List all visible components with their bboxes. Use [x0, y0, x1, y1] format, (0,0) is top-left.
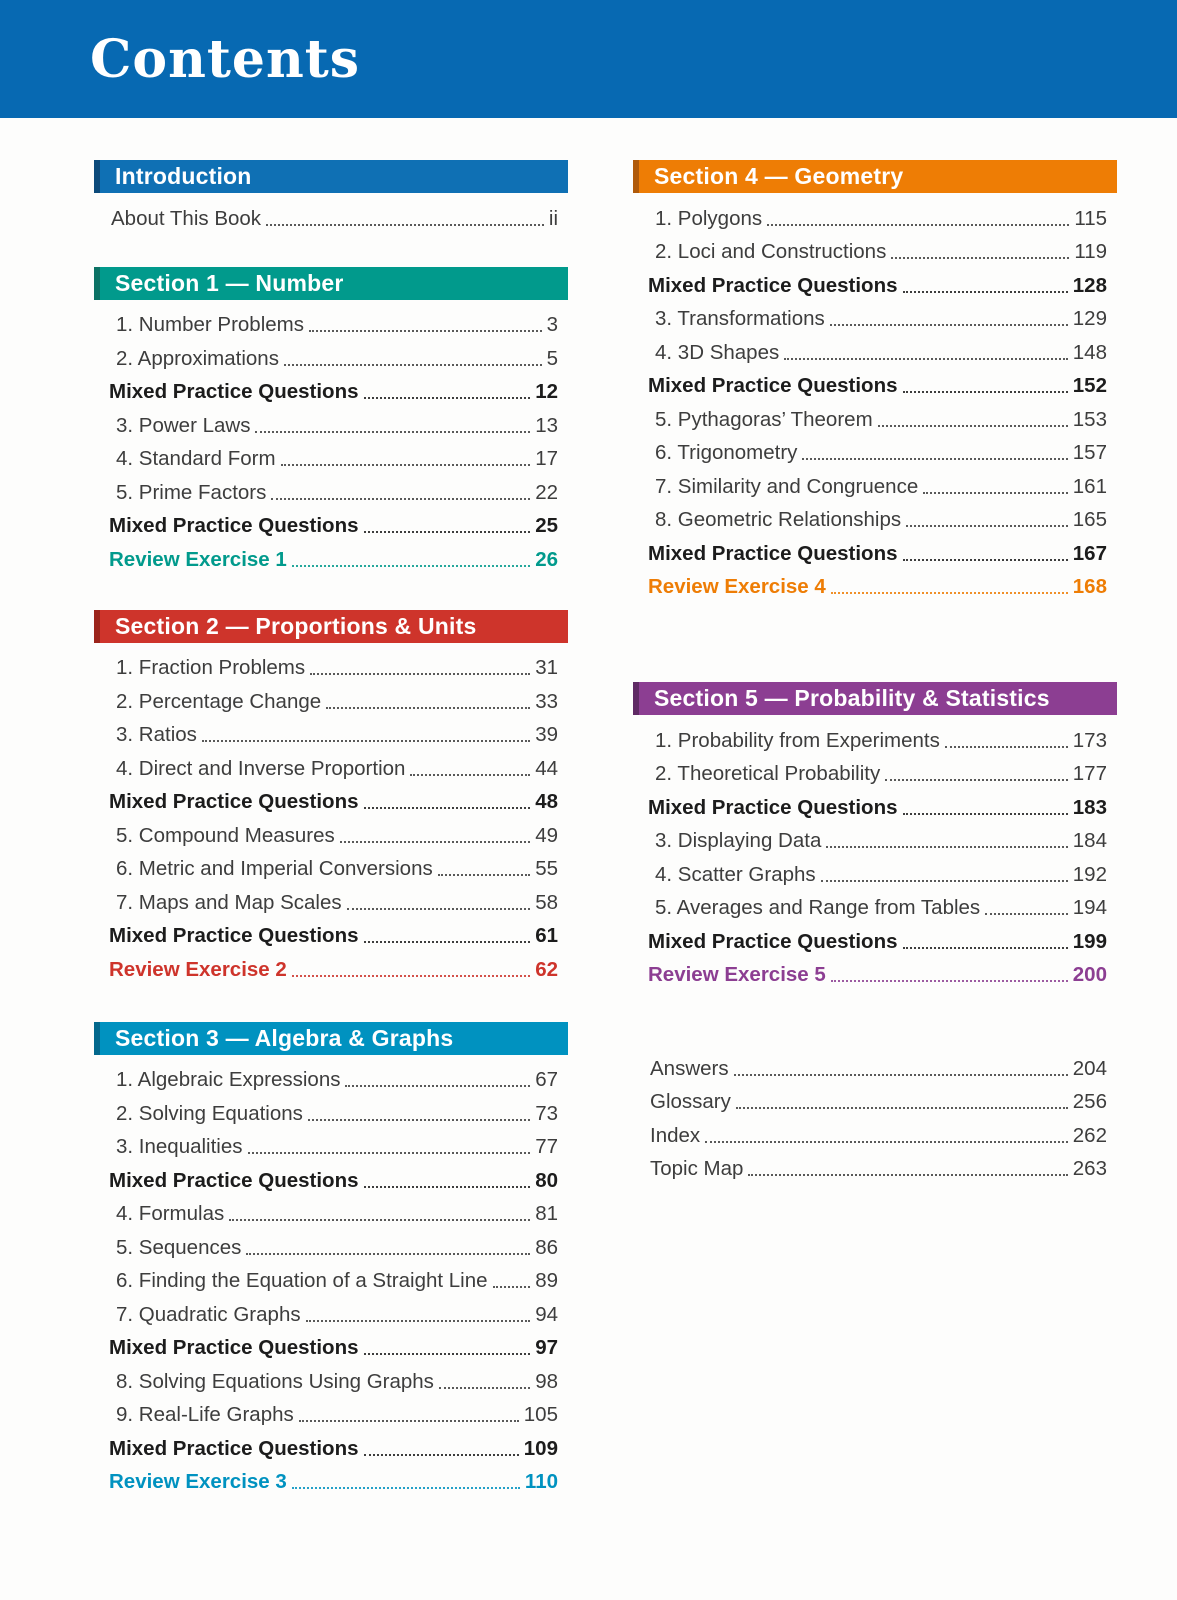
toc-entry-label: 7. Quadratic Graphs	[116, 1302, 301, 1326]
toc-dotted-leader	[281, 464, 531, 466]
toc-row	[94, 1432, 568, 1466]
toc-entry-label: 6. Trigonometry	[655, 441, 798, 465]
toc-page-number: 262	[1072, 1123, 1107, 1147]
toc-section-s2	[94, 610, 568, 987]
section-rows	[94, 309, 568, 577]
toc-page-number: 94	[535, 1302, 558, 1326]
toc-entry-label: 2. Solving Equations	[116, 1101, 303, 1125]
toc-entry-label: 1. Number Problems	[116, 313, 304, 337]
toc-entry-label: Mixed Practice Questions	[109, 514, 359, 538]
toc-entry-label: 7. Maps and Map Scales	[116, 890, 342, 914]
toc-dotted-leader	[878, 425, 1068, 427]
toc-page-number: 110	[524, 1470, 558, 1494]
toc-entry-label: 4. Formulas	[116, 1202, 225, 1226]
toc-entry-label: 3. Ratios	[116, 723, 197, 747]
toc-row	[94, 685, 568, 719]
toc-row	[633, 1086, 1117, 1120]
toc-page-number: 80	[535, 1168, 558, 1192]
toc-dotted-leader	[410, 774, 530, 776]
toc-row	[94, 510, 568, 544]
toc-dotted-leader	[299, 1420, 519, 1422]
toc-page-number: 49	[535, 823, 558, 847]
toc-page-number: 39	[535, 723, 558, 747]
toc-entry-label: Review Exercise 3	[109, 1470, 287, 1494]
toc-entry-label: Mixed Practice Questions	[109, 380, 359, 404]
toc-page-number: 115	[1074, 206, 1107, 230]
toc-page-number: 67	[535, 1068, 558, 1092]
section-header	[94, 1022, 568, 1055]
toc-page-number: 165	[1072, 508, 1107, 532]
toc-dotted-leader	[306, 1320, 531, 1322]
toc-dotted-leader	[903, 947, 1068, 949]
toc-row	[633, 370, 1117, 404]
toc-dotted-leader	[345, 1085, 530, 1087]
toc-row	[633, 537, 1117, 571]
toc-entry-label: 4. Scatter Graphs	[655, 862, 816, 886]
section-rows	[633, 202, 1117, 604]
toc-entry-label: About This Book	[111, 206, 262, 230]
toc-row	[633, 1153, 1117, 1187]
toc-entry-label: 8. Solving Equations Using Graphs	[116, 1369, 434, 1393]
toc-row	[633, 437, 1117, 471]
section-header-label: Section 5 — Probability & Statistics	[654, 685, 1050, 711]
toc-dotted-leader	[340, 841, 530, 843]
toc-entry-label: 4. 3D Shapes	[655, 340, 780, 364]
toc-entry-label: Mixed Practice Questions	[109, 1336, 359, 1360]
toc-dotted-leader	[903, 291, 1068, 293]
toc-entry-label: Topic Map	[650, 1157, 744, 1181]
toc-page-number: 119	[1074, 240, 1107, 264]
toc-page-number: 26	[535, 547, 558, 571]
toc-page-number: 192	[1072, 862, 1107, 886]
toc-page-number: 86	[535, 1235, 558, 1259]
toc-entry-label: Index	[650, 1123, 701, 1147]
section-rows	[633, 1052, 1117, 1186]
toc-entry-label: 7. Similarity and Congruence	[655, 474, 919, 498]
toc-dotted-leader	[364, 1454, 519, 1456]
toc-page-number: 153	[1072, 407, 1107, 431]
toc-dotted-leader	[493, 1286, 531, 1288]
toc-entry-label: 5. Sequences	[116, 1235, 242, 1259]
toc-section-s4	[633, 160, 1117, 604]
toc-entry-label: Mixed Practice Questions	[109, 1168, 359, 1192]
toc-entry-label: Review Exercise 4	[648, 575, 826, 599]
toc-entry-label: 6. Finding the Equation of a Straight Line	[116, 1269, 488, 1293]
toc-page-number: 62	[535, 957, 558, 981]
toc-entry-label: 3. Displaying Data	[655, 829, 822, 853]
toc-row	[94, 1298, 568, 1332]
toc-entry-label: 1. Fraction Problems	[116, 656, 306, 680]
toc-entry-label: 3. Power Laws	[116, 413, 251, 437]
toc-page-number: 168	[1072, 575, 1107, 599]
toc-entry-label: Mixed Practice Questions	[648, 795, 898, 819]
toc-page-number: 61	[535, 924, 558, 948]
toc-dotted-leader	[831, 592, 1068, 594]
toc-dotted-leader	[202, 740, 530, 742]
toc-row	[94, 920, 568, 954]
toc-row	[94, 309, 568, 343]
toc-dotted-leader	[821, 880, 1068, 882]
toc-row	[633, 858, 1117, 892]
toc-dotted-leader	[985, 913, 1068, 915]
page-banner	[0, 0, 1177, 118]
toc-page-number: 256	[1072, 1090, 1107, 1114]
toc-column-left	[94, 160, 568, 1499]
toc-row	[633, 791, 1117, 825]
toc-row	[94, 953, 568, 987]
toc-dotted-leader	[736, 1107, 1068, 1109]
toc-page-number: 33	[535, 689, 558, 713]
toc-dotted-leader	[830, 324, 1068, 326]
toc-row	[94, 1198, 568, 1232]
toc-row	[94, 409, 568, 443]
toc-dotted-leader	[734, 1074, 1068, 1076]
toc-dotted-leader	[903, 391, 1068, 393]
toc-dotted-leader	[364, 941, 531, 943]
toc-row	[633, 202, 1117, 236]
toc-page-number: 25	[535, 514, 558, 538]
toc-page-number: 22	[535, 480, 558, 504]
toc-entry-label: 4. Direct and Inverse Proportion	[116, 756, 406, 780]
toc-row	[94, 1332, 568, 1366]
toc-dotted-leader	[891, 257, 1069, 259]
toc-dotted-leader	[246, 1253, 530, 1255]
section-rows	[633, 724, 1117, 992]
section-header-label: Section 3 — Algebra & Graphs	[115, 1024, 454, 1051]
toc-page-number: 77	[535, 1135, 558, 1159]
toc-page-number: 199	[1072, 929, 1107, 953]
toc-entry-label: Answers	[650, 1056, 729, 1080]
toc-dotted-leader	[903, 559, 1068, 561]
toc-dotted-leader	[903, 813, 1068, 815]
toc-row	[633, 1052, 1117, 1086]
toc-page-number: 184	[1072, 829, 1107, 853]
toc-row	[633, 303, 1117, 337]
toc-row	[94, 1231, 568, 1265]
toc-row	[94, 853, 568, 887]
section-header-label: Section 4 — Geometry	[654, 163, 904, 189]
toc-page-number: 31	[535, 656, 558, 680]
toc-entry-label: Review Exercise 5	[648, 963, 826, 987]
toc-entry-label: 8. Geometric Relationships	[655, 508, 902, 532]
toc-row	[94, 1164, 568, 1198]
toc-page-number: 200	[1072, 963, 1107, 987]
toc-dotted-leader	[309, 330, 542, 332]
toc-dotted-leader	[364, 1186, 531, 1188]
toc-row	[633, 236, 1117, 270]
section-header	[633, 682, 1117, 715]
toc-entry-label: Mixed Practice Questions	[648, 273, 898, 297]
toc-dotted-leader	[923, 492, 1068, 494]
section-header	[94, 610, 568, 643]
toc-page-number: 89	[535, 1269, 558, 1293]
toc-page-number: 177	[1072, 762, 1107, 786]
toc-dotted-leader	[308, 1119, 530, 1121]
toc-entry-label: Review Exercise 2	[109, 957, 287, 981]
toc-dotted-leader	[826, 846, 1067, 848]
toc-page-number: 129	[1072, 307, 1107, 331]
toc-page-number: ii	[548, 206, 558, 230]
toc-section-backmatter	[633, 1052, 1117, 1186]
toc-section-intro	[94, 160, 568, 236]
toc-row	[94, 1365, 568, 1399]
toc-row	[633, 470, 1117, 504]
toc-dotted-leader	[831, 980, 1068, 982]
toc-dotted-leader	[705, 1141, 1068, 1143]
toc-row	[94, 786, 568, 820]
toc-row	[94, 819, 568, 853]
toc-entry-label: Mixed Practice Questions	[648, 374, 898, 398]
toc-entry-label: Review Exercise 1	[109, 547, 287, 571]
toc-row	[94, 752, 568, 786]
toc-row	[633, 403, 1117, 437]
toc-row	[633, 892, 1117, 926]
toc-dotted-leader	[439, 1387, 530, 1389]
toc-dotted-leader	[347, 908, 531, 910]
toc-page-number: 152	[1072, 374, 1107, 398]
toc-dotted-leader	[326, 707, 530, 709]
toc-page-number: 55	[535, 857, 558, 881]
page-title: Contents	[90, 28, 361, 90]
toc-page-number: 12	[535, 380, 558, 404]
section-header-label: Section 2 — Proportions & Units	[115, 612, 477, 639]
toc-dotted-leader	[748, 1174, 1067, 1176]
toc-entry-label: 2. Approximations	[116, 346, 279, 370]
toc-row	[94, 886, 568, 920]
toc-dotted-leader	[885, 779, 1068, 781]
toc-section-s1	[94, 267, 568, 577]
toc-entry-label: Mixed Practice Questions	[648, 929, 898, 953]
toc-entry-label: Mixed Practice Questions	[109, 1436, 359, 1460]
toc-row	[633, 571, 1117, 605]
toc-dotted-leader	[802, 458, 1067, 460]
toc-page-number: 183	[1072, 795, 1107, 819]
toc-row	[633, 504, 1117, 538]
toc-entry-label: 9. Real-Life Graphs	[116, 1403, 294, 1427]
toc-row	[94, 1466, 568, 1500]
toc-dotted-leader	[364, 397, 531, 399]
toc-page-number: 58	[535, 890, 558, 914]
toc-entry-label: 1. Probability from Experiments	[655, 728, 940, 752]
toc-page-number: 97	[535, 1336, 558, 1360]
toc-entry-label: 4. Standard Form	[116, 447, 276, 471]
toc-entry-label: 6. Metric and Imperial Conversions	[116, 857, 433, 881]
section-header-label: Section 1 — Number	[115, 269, 344, 296]
toc-page-number: 5	[546, 346, 558, 370]
toc-section-s5	[633, 682, 1117, 992]
toc-column-right	[633, 160, 1117, 1186]
toc-entry-label: 5. Prime Factors	[116, 480, 267, 504]
toc-dotted-leader	[229, 1219, 530, 1221]
toc-row	[633, 1119, 1117, 1153]
toc-dotted-leader	[310, 673, 530, 675]
toc-entry-label: Glossary	[650, 1090, 731, 1114]
toc-dotted-leader	[364, 807, 531, 809]
toc-entry-label: 3. Inequalities	[116, 1135, 243, 1159]
toc-page-number: 44	[535, 756, 558, 780]
toc-row	[633, 758, 1117, 792]
toc-dotted-leader	[292, 975, 530, 977]
toc-page-number: 157	[1072, 441, 1107, 465]
toc-entry-label: 5. Averages and Range from Tables	[655, 896, 981, 920]
toc-page-number: 13	[535, 413, 558, 437]
toc-entry-label: Mixed Practice Questions	[109, 924, 359, 948]
toc-dotted-leader	[767, 224, 1069, 226]
section-rows	[94, 652, 568, 987]
toc-page-number: 48	[535, 790, 558, 814]
toc-page-number: 204	[1072, 1056, 1107, 1080]
toc-entry-label: Mixed Practice Questions	[648, 541, 898, 565]
toc-entry-label: 3. Transformations	[655, 307, 825, 331]
toc-entry-label: 2. Percentage Change	[116, 689, 322, 713]
toc-entry-label: 1. Polygons	[655, 206, 763, 230]
toc-row	[94, 1097, 568, 1131]
toc-row	[94, 652, 568, 686]
toc-row	[94, 1265, 568, 1299]
section-header	[633, 160, 1117, 193]
toc-section-s3	[94, 1022, 568, 1500]
toc-dotted-leader	[364, 531, 531, 533]
toc-page-number: 161	[1072, 474, 1107, 498]
toc-page-number: 194	[1072, 896, 1107, 920]
toc-row	[94, 443, 568, 477]
toc-row	[633, 336, 1117, 370]
toc-entry-label: Mixed Practice Questions	[109, 790, 359, 814]
toc-entry-label: 2. Theoretical Probability	[655, 762, 881, 786]
toc-row	[94, 719, 568, 753]
toc-page-number: 81	[535, 1202, 558, 1226]
toc-row	[94, 342, 568, 376]
toc-page-number: 263	[1072, 1157, 1107, 1181]
toc-row	[633, 925, 1117, 959]
toc-dotted-leader	[266, 224, 544, 226]
toc-row	[94, 543, 568, 577]
section-header	[94, 160, 568, 193]
toc-page-number: 173	[1072, 728, 1107, 752]
toc-page-number: 128	[1072, 273, 1107, 297]
toc-row	[94, 476, 568, 510]
toc-row	[633, 825, 1117, 859]
toc-page-number: 148	[1072, 340, 1107, 364]
toc-dotted-leader	[292, 565, 530, 567]
toc-page-number: 3	[546, 313, 558, 337]
section-header-label: Introduction	[115, 163, 252, 189]
section-rows	[94, 202, 568, 236]
toc-page-number: 17	[535, 447, 558, 471]
toc-row	[633, 959, 1117, 993]
toc-page-number: 109	[523, 1436, 558, 1460]
toc-entry-label: 2. Loci and Constructions	[655, 240, 887, 264]
toc-dotted-leader	[906, 525, 1068, 527]
section-header	[94, 267, 568, 300]
toc-dotted-leader	[364, 1353, 531, 1355]
section-rows	[94, 1064, 568, 1500]
toc-row	[94, 1131, 568, 1165]
toc-dotted-leader	[945, 746, 1068, 748]
toc-page-number: 98	[535, 1369, 558, 1393]
toc-entry-label: 5. Compound Measures	[116, 823, 335, 847]
toc-row	[94, 1399, 568, 1433]
toc-dotted-leader	[271, 498, 530, 500]
toc-row	[94, 1064, 568, 1098]
toc-entry-label: 5. Pythagoras’ Theorem	[655, 407, 873, 431]
toc-dotted-leader	[284, 364, 542, 366]
toc-row	[633, 269, 1117, 303]
toc-dotted-leader	[292, 1487, 520, 1489]
toc-row	[94, 202, 568, 236]
toc-page-number: 105	[523, 1403, 558, 1427]
toc-dotted-leader	[784, 358, 1068, 360]
toc-row	[633, 724, 1117, 758]
toc-page-number: 167	[1072, 541, 1107, 565]
toc-row	[94, 376, 568, 410]
toc-entry-label: 1. Algebraic Expressions	[116, 1068, 341, 1092]
toc-page-number: 73	[535, 1101, 558, 1125]
toc-dotted-leader	[255, 431, 530, 433]
toc-dotted-leader	[248, 1152, 531, 1154]
toc-dotted-leader	[438, 874, 530, 876]
